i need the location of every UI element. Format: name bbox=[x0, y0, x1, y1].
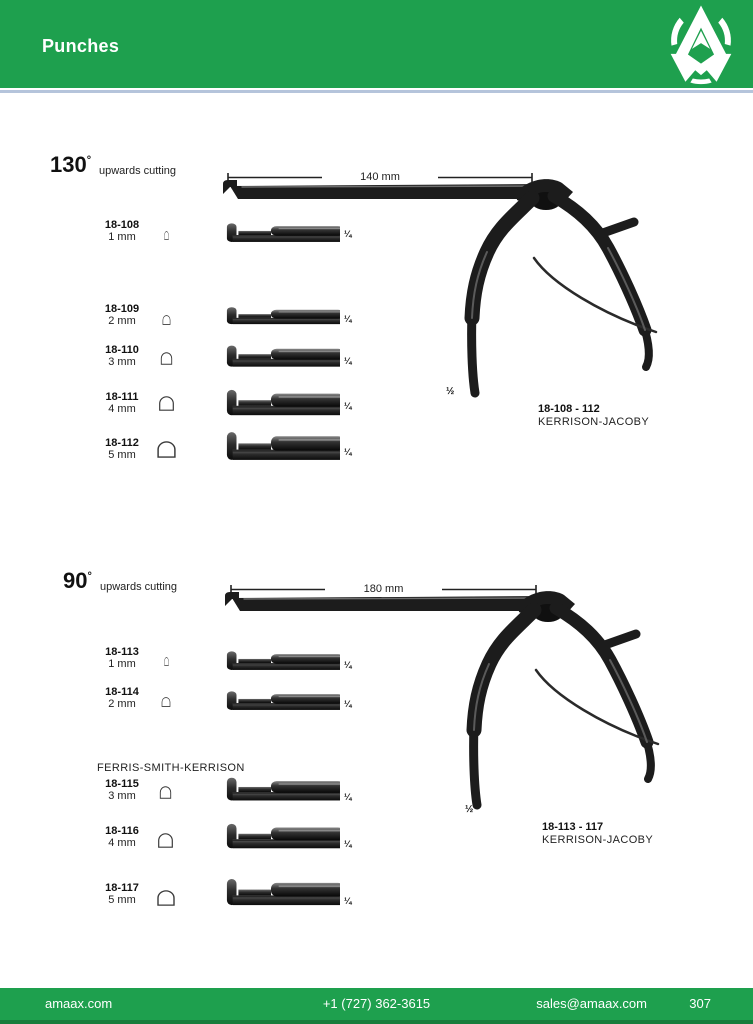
product-size: 5 mm bbox=[108, 449, 136, 461]
footer-shade bbox=[0, 1020, 753, 1024]
product-code: 18-109 bbox=[104, 303, 140, 315]
tip-scale-label: ¼ bbox=[344, 839, 352, 849]
section2-product-range bbox=[542, 821, 722, 847]
tip-photo bbox=[225, 306, 340, 326]
section1-angle-heading bbox=[50, 152, 91, 178]
size-profile-icon bbox=[161, 697, 171, 707]
tip-scale-label: ¼ bbox=[344, 356, 352, 366]
product-size: 3 mm bbox=[108, 790, 136, 802]
size-profile-icon bbox=[162, 315, 171, 325]
size-profile-icon bbox=[157, 833, 174, 848]
tip-scale-label: ¼ bbox=[344, 229, 352, 239]
size-profile-icon bbox=[164, 231, 169, 240]
product-code: 18-114 bbox=[105, 686, 139, 698]
angle-value: 90 bbox=[63, 568, 88, 593]
product-row-label bbox=[86, 219, 158, 243]
section2-shaft-length-label: 180 mm bbox=[363, 583, 404, 595]
page-title: Punches bbox=[42, 36, 120, 56]
header-divider bbox=[0, 90, 753, 93]
product-row-label bbox=[86, 303, 158, 327]
product-row-label bbox=[86, 646, 158, 670]
product-row-label bbox=[86, 344, 158, 368]
footer-email: sales@amaax.com bbox=[536, 996, 647, 1011]
product-range-name: KERRISON-JACOBY bbox=[542, 834, 654, 846]
size-profile-icon bbox=[156, 890, 176, 906]
tip-scale-label: ¼ bbox=[344, 660, 352, 670]
footer-website: amaax.com bbox=[45, 996, 113, 1011]
section2-angle-heading bbox=[63, 568, 92, 594]
product-row-label bbox=[86, 391, 158, 415]
footer-bar bbox=[0, 988, 753, 1024]
product-code: 18-111 bbox=[105, 391, 139, 403]
tip-photo bbox=[225, 430, 340, 463]
product-size: 2 mm bbox=[108, 698, 136, 710]
section2-instrument-scale-label: ½ bbox=[465, 804, 474, 815]
product-row-label bbox=[86, 825, 158, 849]
product-size: 1 mm bbox=[108, 231, 136, 243]
product-size: 4 mm bbox=[108, 837, 136, 849]
product-code: 18-112 bbox=[105, 437, 139, 449]
series-label: FERRIS-SMITH-KERRISON bbox=[97, 762, 245, 774]
product-row-label bbox=[86, 437, 158, 461]
tip-scale-label: ¼ bbox=[344, 447, 352, 457]
angle-value: 130 bbox=[50, 152, 87, 177]
section2-cutting-direction-label: upwards cutting bbox=[100, 581, 178, 593]
header-bar bbox=[0, 0, 753, 88]
section1-shaft-length-label: 140 mm bbox=[360, 171, 400, 183]
product-row-label bbox=[86, 882, 158, 906]
tip-photo bbox=[225, 344, 340, 369]
product-range-name: KERRISON-JACOBY bbox=[538, 416, 650, 428]
product-code: 18-117 bbox=[105, 882, 139, 894]
section1-product-range bbox=[538, 403, 718, 429]
product-size: 4 mm bbox=[108, 403, 136, 415]
product-range-code: 18-108 - 112 bbox=[538, 403, 600, 415]
tip-photo bbox=[225, 388, 340, 418]
product-size: 2 mm bbox=[108, 315, 136, 327]
tip-photo bbox=[225, 690, 340, 712]
section1-instrument-scale-label: ½ bbox=[446, 386, 455, 397]
product-size: 3 mm bbox=[108, 356, 136, 368]
footer-phone: +1 (727) 362-3615 bbox=[322, 996, 431, 1011]
size-profile-icon bbox=[160, 352, 173, 365]
tip-scale-label: ¼ bbox=[344, 699, 352, 709]
tip-photo bbox=[225, 822, 340, 851]
size-profile-icon bbox=[156, 441, 177, 458]
product-code: 18-108 bbox=[104, 219, 140, 231]
product-code: 18-113 bbox=[105, 646, 139, 658]
product-code: 18-110 bbox=[105, 344, 139, 356]
tip-scale-label: ¼ bbox=[344, 401, 352, 411]
section1-cutting-direction-label: upwards cutting bbox=[99, 165, 177, 177]
product-range-code: 18-113 - 117 bbox=[542, 821, 604, 833]
size-profile-icon bbox=[158, 396, 175, 411]
size-profile-icon bbox=[164, 657, 169, 666]
section1-instrument-illustration bbox=[216, 172, 666, 412]
product-row-label bbox=[86, 686, 158, 710]
page-number: 307 bbox=[689, 996, 711, 1011]
tip-photo bbox=[225, 877, 340, 908]
product-code: 18-116 bbox=[105, 825, 139, 837]
tip-scale-label: ¼ bbox=[344, 792, 352, 802]
tip-scale-label: ¼ bbox=[344, 896, 352, 906]
product-row-label bbox=[86, 778, 158, 802]
product-size: 5 mm bbox=[108, 894, 136, 906]
tip-photo bbox=[225, 776, 340, 803]
tip-scale-label: ¼ bbox=[344, 314, 352, 324]
product-size: 1 mm bbox=[108, 658, 136, 670]
product-code: 18-115 bbox=[105, 778, 139, 790]
degree-symbol: ° bbox=[87, 570, 92, 583]
degree-symbol: ° bbox=[86, 154, 92, 167]
brand-logo-icon bbox=[657, 3, 745, 85]
size-profile-icon bbox=[159, 786, 172, 799]
tip-photo bbox=[225, 222, 340, 244]
tip-photo bbox=[225, 650, 340, 672]
